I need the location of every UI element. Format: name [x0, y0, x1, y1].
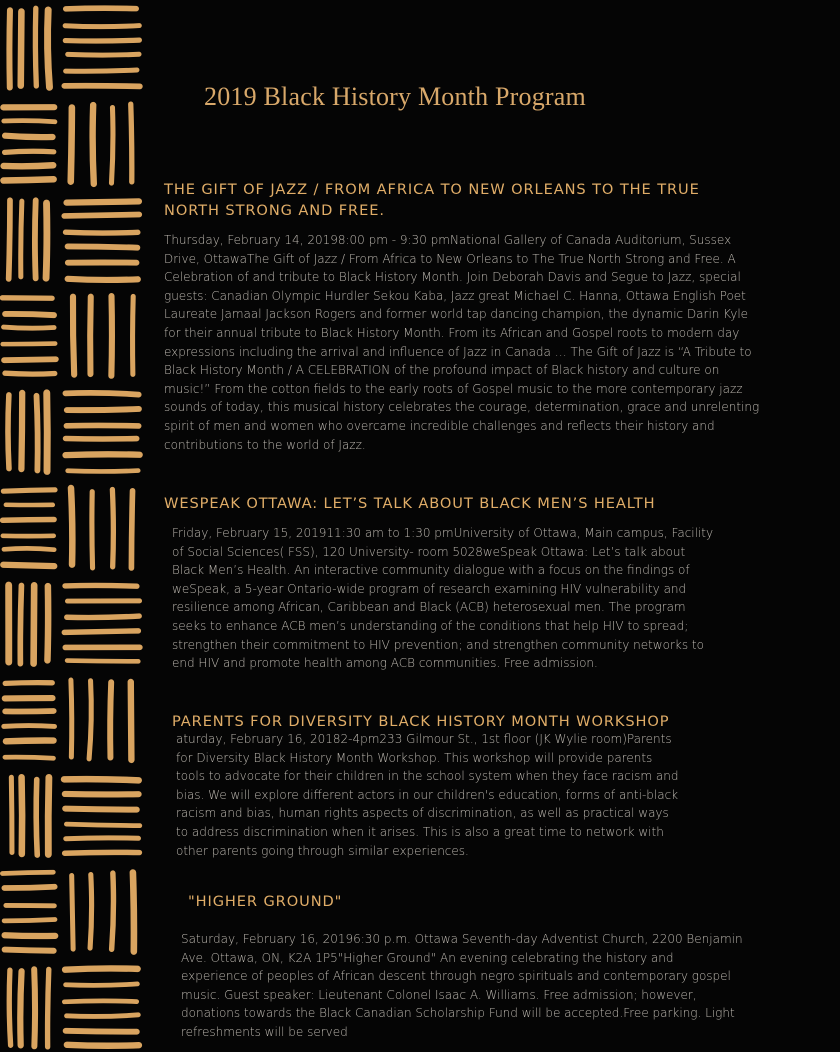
event-body-parents-for-diversity: aturday, February 16, 20182-4pm233 Gilmour St., 1st floor (JK Wylie room)Parents for Diversity Black History Month Workshop. This workshop will provide parents tools to advocate for their children in the school system when they face racism and bias. We will explore different actors in our children's education, forms of anti-black racism and bias, human rights aspects of discrimination, as well as practical ways to address discrimination when it arises. This is also a great time to network with other parents going through similar experiences. [176, 732, 679, 858]
event-body-gift-of-jazz: Thursday, February 14, 20198:00 pm - 9:30 pmNational Gallery of Canada Auditorium, Sussex Drive, OttawaThe Gift of Jazz / From Africa to New Orleans to The True North Strong and Free. A Celebration of and tribute to Black History Month. Join Deborah Davis and Segue to Jazz, special guests: Canadian Olympic Hurdler Sekou Kaba, Jazz great Michael C. Hanna, Ottawa English Poet Laureate Jamaal Jackson Rogers and former world tap dancing champion, the dynamic Darin Kyle for their annual tribute to Black History Month. From its African and Gospel roots to modern day expressions including the arrival and influence of Jazz in Canada … The Gift of Jazz is “A Tribute to Black History Month / A CELEBRATION of the profound impact of Black history and culture on music!” From the cotton fields to the early roots of Gospel music to the more contemporary jazz sounds of today, this musical history celebrates the courage, determination, grace and unrelenting spirit of men and women who overcame incredible challenges and reflects their history and contributions to the world of Jazz. [164, 233, 760, 452]
page-title: 2019 Black History Month Program [204, 82, 586, 111]
event-heading-gift-of-jazz: THE GIFT OF JAZZ / FROM AFRICA TO NEW ORLEANS TO THE TRUE NORTH STRONG AND FREE. [164, 181, 700, 219]
event-heading-parents-for-diversity: PARENTS FOR DIVERSITY BLACK HISTORY MONTH WORKSHOP [172, 713, 670, 730]
event-body-higher-ground: Saturday, February 16, 20196:30 p.m. Ottawa Seventh-day Adventist Church, 2200 Benjamin Ave. Ottawa, ON, K2A 1P5"Higher Ground" An evening celebrating the history and experience of peoples of African descent through negro spirituals and contemporary gospel music. Guest speaker: Lieutenant Colonel Isaac A. Williams. Free admission; however, donations towards the Black Canadian Scholarship Fund will be accepted.Free parking. Light refreshments will be served [181, 932, 743, 1039]
event-heading-wespeak-ottawa: WESPEAK OTTAWA: LET’S TALK ABOUT BLACK MEN’S HEALTH [164, 495, 656, 512]
mudcloth-pattern-border [0, 0, 148, 1052]
event-heading-higher-ground: "HIGHER GROUND" [188, 893, 343, 910]
event-body-wespeak-ottawa: Friday, February 15, 201911:30 am to 1:30 pmUniversity of Ottawa, Main campus, Facility of Social Sciences( FSS), 120 University- room 5028weSpeak Ottawa: Let’s talk about Black Men’s Health. An interactive community dialogue with a focus on the findings of weSpeak, a 5-year Ontario-wide program of research examining HIV vulnerability and resilience among African, Caribbean and Black (ACB) heterosexual men. The program seeks to enhance ACB men’s understanding of the conditions that help HIV to spread; strengthen their commitment to HIV prevention; and strengthen community networks to end HIV and promote health among ACB communities. Free admission. [172, 526, 714, 671]
